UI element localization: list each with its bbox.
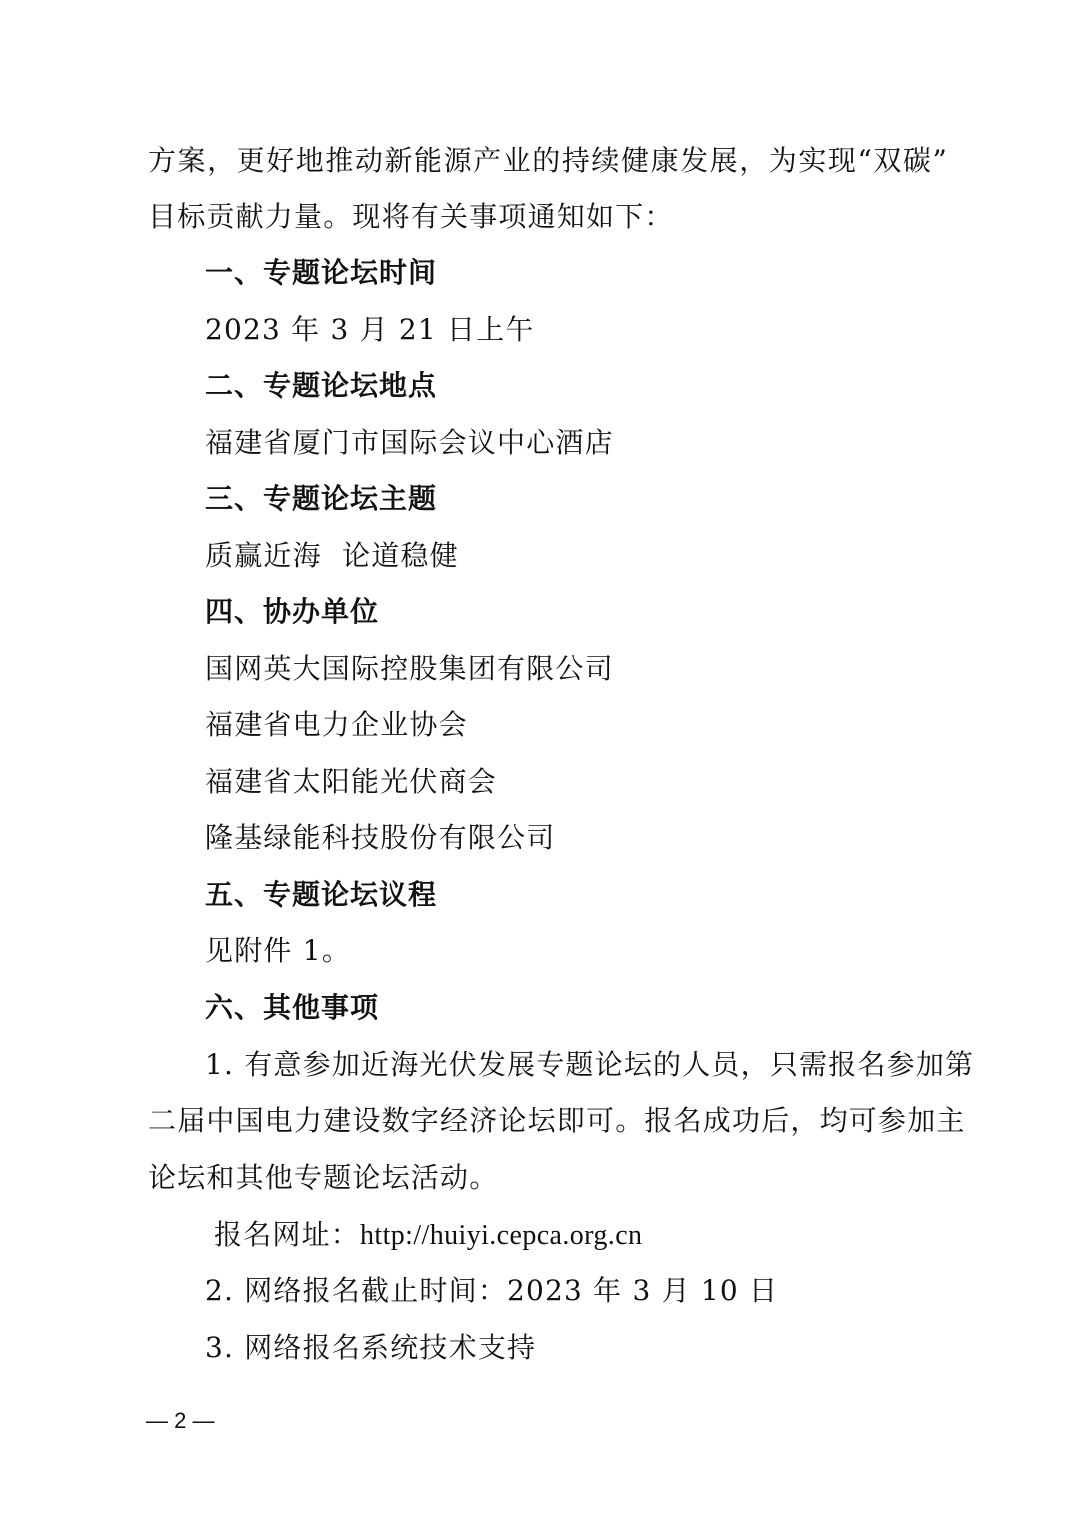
registration-url-link[interactable]: http://huiyi.cepca.org.cn (360, 1220, 643, 1251)
section-time-heading: 一、专题论坛时间 (205, 256, 438, 289)
other-item-1-line-3: 论坛和其他专题论坛活动。 (148, 1161, 499, 1194)
intro-line-1: 方案，更好地推动新能源产业的持续健康发展，为实现“双碳” (148, 144, 948, 177)
co-organizer-item: 国网英大国际控股集团有限公司 (205, 652, 614, 685)
section-other-heading: 六、其他事项 (205, 991, 380, 1024)
other-item-1-line-2: 二届中国电力建设数字经济论坛即可。报名成功后，均可参加主 (148, 1104, 966, 1137)
other-item-2: 2. 网络报名截止时间：2023 年 3 月 10 日 (205, 1274, 779, 1307)
co-organizer-item: 福建省电力企业协会 (205, 708, 468, 741)
section-location-heading: 二、专题论坛地点 (205, 369, 438, 402)
section-agenda-content: 见附件 1。 (205, 934, 351, 967)
other-item-1-line-1: 1. 有意参加近海光伏发展专题论坛的人员，只需报名参加第 (205, 1048, 975, 1081)
other-item-3: 3. 网络报名系统技术支持 (205, 1331, 537, 1364)
section-theme-heading: 三、专题论坛主题 (205, 482, 438, 515)
registration-url-line (214, 1215, 642, 1255)
page-number: — 2 — (146, 1408, 215, 1433)
co-organizer-item: 隆基绿能科技股份有限公司 (205, 821, 556, 854)
section-co-organizers-heading: 四、协办单位 (205, 595, 380, 628)
section-location-content: 福建省厦门市国际会议中心酒店 (205, 426, 614, 459)
registration-url-label: 报名网址： (214, 1218, 361, 1251)
intro-line-2: 目标贡献力量。现将有关事项通知如下： (148, 200, 674, 233)
section-agenda-heading: 五、专题论坛议程 (205, 878, 438, 911)
section-theme-content: 质赢近海 论道稳健 (205, 539, 459, 572)
section-time-content: 2023 年 3 月 21 日上午 (205, 313, 535, 346)
co-organizer-item: 福建省太阳能光伏商会 (205, 765, 498, 798)
